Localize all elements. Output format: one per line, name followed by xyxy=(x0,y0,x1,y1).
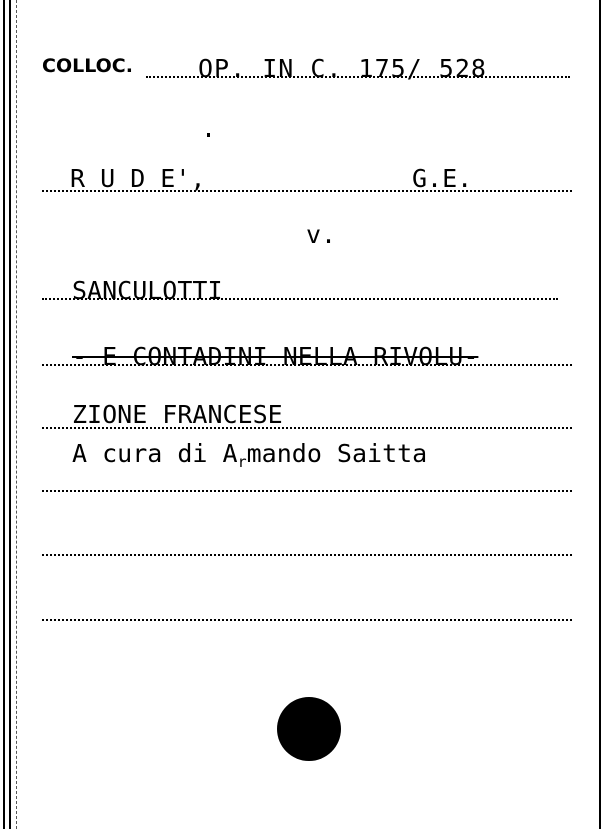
colloc-label: COLLOC. xyxy=(42,55,133,77)
volume-mark: v. xyxy=(306,220,337,249)
blank-rule-1 xyxy=(42,490,572,492)
editor-prefix: A cura di A xyxy=(72,439,238,468)
blank-rule-2 xyxy=(42,554,572,556)
ink-speck xyxy=(207,133,210,137)
colloc-value: OP. IN C. 175/ 528 xyxy=(198,54,487,83)
title-line-2: - E CONTADINI NELLA RIVOLU- xyxy=(72,342,479,371)
author-surname: R U D E', xyxy=(70,164,206,193)
author-initials: G.E. xyxy=(412,164,473,193)
left-border-inner xyxy=(9,0,11,829)
editor-line xyxy=(72,441,427,470)
title-line-3: ZIONE FRANCESE xyxy=(72,400,283,429)
editor-suffix: mando Saitta xyxy=(246,439,428,468)
editor-subscript: r xyxy=(237,453,247,471)
left-border-dashed xyxy=(16,0,17,829)
blank-rule-3 xyxy=(42,619,572,621)
punch-hole xyxy=(277,697,341,761)
left-border-outer xyxy=(3,0,5,829)
right-border xyxy=(599,0,601,829)
title-line-1: SANCULOTTI xyxy=(72,276,223,305)
